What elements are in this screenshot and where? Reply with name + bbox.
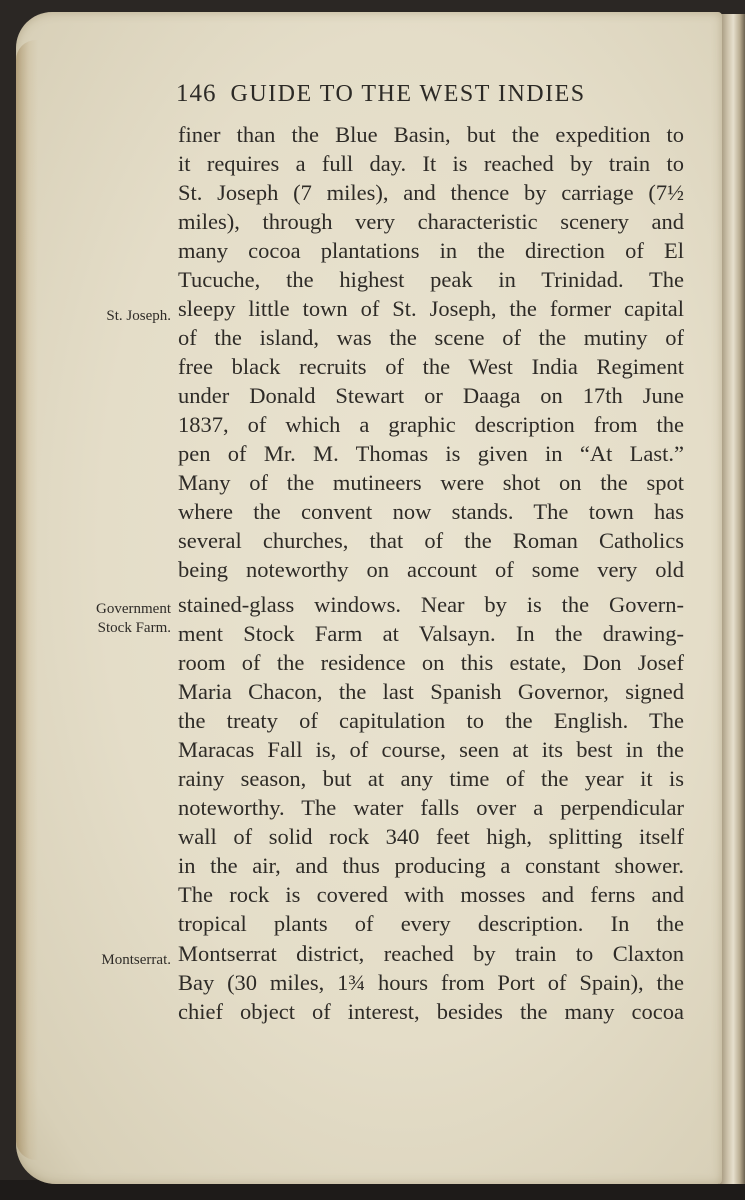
body-line: in the air, and thus producing a constant shower. [178,853,684,878]
body-line: stained-glass windows. Near by is the Govern- [178,592,684,617]
running-title: GUIDE TO THE WEST INDIES [230,81,586,107]
margin-note-government: Government [96,601,171,617]
body-line: Maracas Fall is, of course, seen at its best in the [178,737,684,762]
body-line: 1837, of which a graphic description from the [178,412,684,437]
body-line: Maria Chacon, the last Spanish Governor, signed [178,679,684,704]
page-edge-strip [719,14,745,1184]
page-number: 146 [176,80,217,107]
body-line: chief object of interest, besides the many cocoa [178,999,684,1024]
body-line: several churches, that of the Roman Catholics [178,528,684,553]
body-line: Bay (30 miles, 1¾ hours from Port of Spain), the [178,970,684,995]
body-line: sleepy little town of St. Joseph, the former capital [178,296,684,321]
body-line: miles), through very characteristic scenery and [178,209,684,234]
body-line: tropical plants of every description. In the [178,911,684,936]
binding-shadow [16,40,38,1160]
body-line: ment Stock Farm at Valsayn. In the drawing- [178,621,684,646]
body-line: noteworthy. The water falls over a perpendicular [178,795,684,820]
body-line: under Donald Stewart or Daaga on 17th June [178,383,684,408]
body-line: many cocoa plantations in the direction of El [178,238,684,263]
body-line: wall of solid rock 340 feet high, splitting itself [178,824,684,849]
body-line: it requires a full day. It is reached by train to [178,151,684,176]
body-line: the treaty of capitulation to the English. The [178,708,684,733]
body-line: where the convent now stands. The town has [178,499,684,524]
body-line: Montserrat district, reached by train to Claxton [178,941,684,966]
body-line: room of the residence on this estate, Don Josef [178,650,684,675]
body-line: being noteworthy on account of some very old [178,557,684,582]
margin-note-montserrat: Montserrat. [101,952,171,968]
body-line: Tucuche, the highest peak in Trinidad. The [178,267,684,292]
body-line: St. Joseph (7 miles), and thence by carriage (7½ [178,180,684,205]
body-line: rainy season, but at any time of the year it is [178,766,684,791]
body-line: of the island, was the scene of the mutiny of [178,325,684,350]
body-line: free black recruits of the West India Regiment [178,354,684,379]
running-header [176,80,646,108]
body-line: Many of the mutineers were shot on the spot [178,470,684,495]
body-line: pen of Mr. M. Thomas is given in “At Last.” [178,441,684,466]
body-line: The rock is covered with mosses and ferns and [178,882,684,907]
margin-note-st-joseph: St. Joseph. [106,308,171,324]
margin-note-stock-farm: Stock Farm. [97,620,171,636]
body-line: finer than the Blue Basin, but the expedition to [178,122,684,147]
